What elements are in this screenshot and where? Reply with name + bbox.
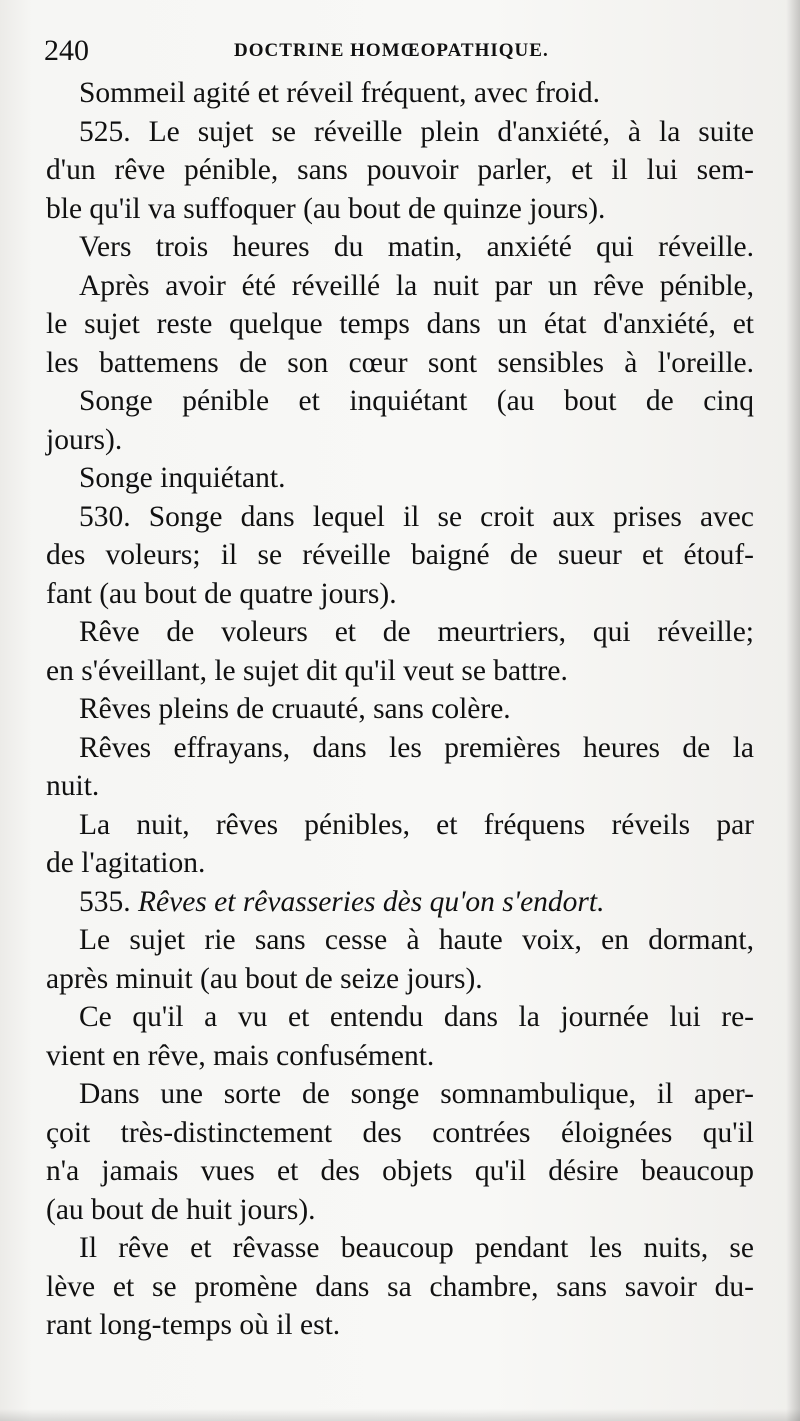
text-line: 525. Le sujet se réveille plein d'anxiété, à la suite	[79, 115, 754, 148]
text-line: çoit très-distinctement des contrées éloignées qu'il	[46, 1116, 754, 1149]
text-line: Vers trois heures du matin, anxiété qui réveille.	[79, 231, 754, 263]
text-line: ble qu'il va suffoquer (au bout de quinze jours).	[46, 192, 606, 225]
text-line: 530. Songe dans lequel il se croit aux prises avec	[79, 500, 754, 533]
text-line: Songe pénible et inquiétant (au bout de cinq	[79, 385, 754, 417]
text-line: jours).	[46, 423, 123, 456]
text-line: vient en rêve, mais confusément.	[46, 1039, 435, 1072]
text-line: Rêve de voleurs et de meurtriers, qui réveille;	[79, 616, 754, 648]
text-line: Rêves effrayans, dans les premières heures de la	[79, 731, 754, 764]
text-line: Ce qu'il a vu et entendu dans la journée lui re-	[79, 1001, 754, 1033]
text-line: n'a jamais vues et des objets qu'il désire beaucoup	[46, 1155, 754, 1187]
page-edge-shadow	[786, 0, 800, 1421]
text-line: Rêves pleins de cruauté, sans colère.	[79, 693, 511, 725]
text-line: lève et se promène dans sa chambre, sans savoir du-	[46, 1270, 754, 1303]
text-line: Sommeil agité et réveil fréquent, avec froid.	[79, 77, 600, 109]
text-line: fant (au bout de quatre jours).	[46, 577, 397, 610]
text-line-mixed	[46, 883, 754, 922]
text-line: nuit.	[46, 770, 100, 802]
text-line: après minuit (au bout de seize jours).	[46, 962, 483, 995]
page-bottom-shadow	[0, 1409, 800, 1421]
text-line: rant long-temps où il est.	[46, 1309, 341, 1341]
text-line: le sujet reste quelque temps dans un état d'anxiété, et	[46, 308, 754, 340]
text-line: d'un rêve pénible, sans pouvoir parler, et il lui sem-	[46, 154, 754, 186]
running-head	[44, 34, 756, 68]
text-line: (au bout de huit jours).	[46, 1193, 316, 1226]
body-text	[46, 74, 754, 1345]
text-line: La nuit, rêves pénibles, et fréquens réveils par	[79, 808, 754, 841]
text-line: des voleurs; il se réveille baigné de sueur et étouf-	[46, 539, 754, 571]
text-line: Dans une sorte de songe somnambulique, il aper-	[79, 1078, 754, 1110]
text-line: de l'agitation.	[46, 847, 206, 879]
paragraph-number: 535.	[79, 885, 131, 918]
text-line: Après avoir été réveillé la nuit par un rêve pénible,	[79, 269, 754, 302]
running-title: DOCTRINE HOMŒOPATHIQUE.	[234, 40, 549, 61]
italic-heading: Rêves et rêvasseries dès qu'on s'endort.	[138, 885, 605, 918]
text-line: Il rêve et rêvasse beaucoup pendant les nuits, se	[79, 1232, 754, 1264]
text-line: en s'éveillant, le sujet dit qu'il veut se battre.	[46, 654, 568, 687]
text-line: Le sujet rie sans cesse à haute voix, en dormant,	[79, 924, 754, 956]
text-line: Songe inquiétant.	[79, 462, 286, 494]
text-line: les battemens de son cœur sont sensibles à l'oreille.	[46, 346, 754, 379]
page-number: 240	[44, 34, 89, 67]
